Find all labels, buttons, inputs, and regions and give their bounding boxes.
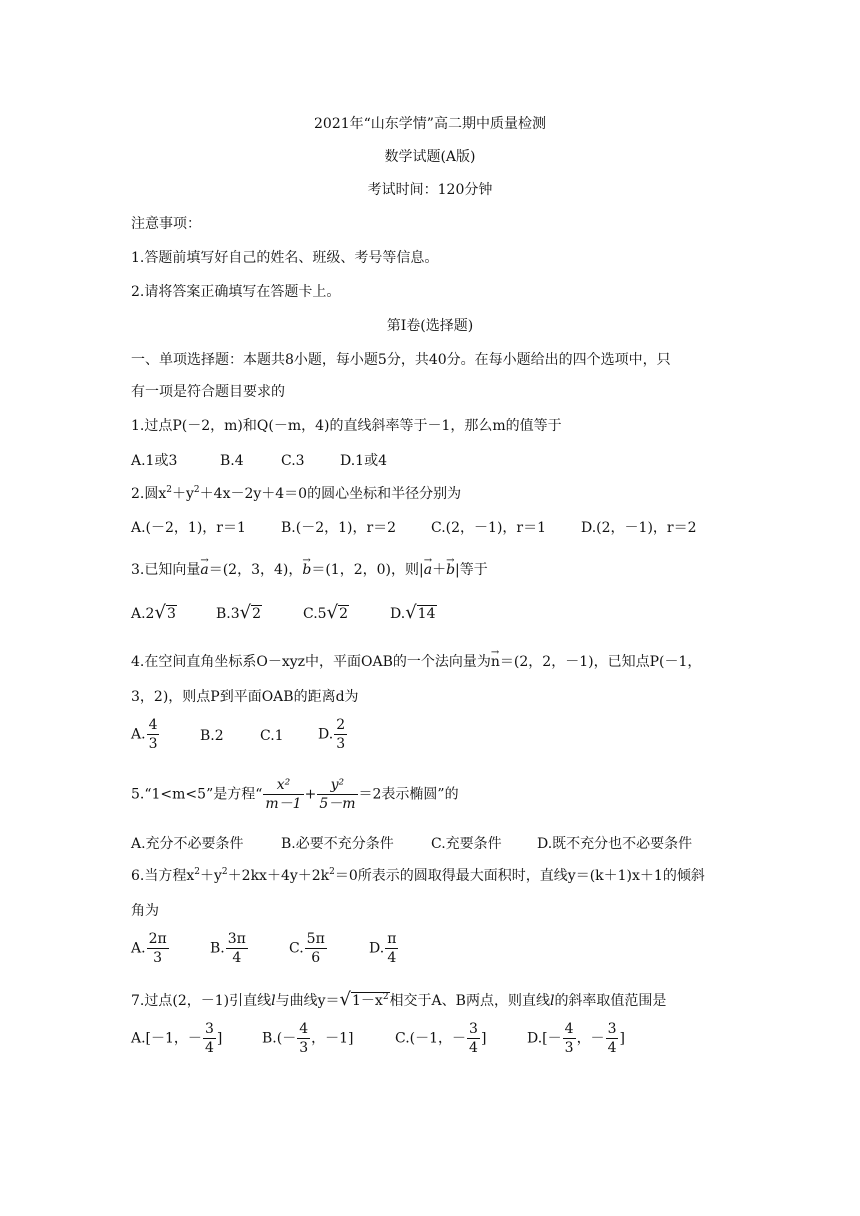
option-text: B.(－ — [262, 1030, 297, 1047]
fraction — [263, 776, 303, 813]
notes-heading: 注意事项： — [131, 216, 201, 232]
q2-exponent: 2 — [193, 485, 200, 495]
q3-text: ＝(1，2，0)，则| — [311, 562, 424, 578]
exam-subtitle: 数学试题(A版) — [384, 149, 476, 165]
numerator: π — [387, 931, 397, 947]
question-3-option-c — [303, 603, 349, 624]
question-4-option-d — [318, 716, 348, 753]
denominator: 3 — [148, 736, 158, 752]
denominator: 3 — [299, 1040, 309, 1056]
question-3-option-b — [216, 603, 262, 624]
fraction — [467, 1020, 480, 1057]
radicand: 14 — [417, 606, 436, 622]
vector-b: → b — [446, 560, 455, 580]
option-label: B.3 — [216, 606, 240, 622]
question-2-option-d: D.(2，－1)，r＝2 — [581, 520, 697, 536]
fraction — [203, 1020, 216, 1057]
fraction — [606, 1020, 619, 1057]
q6-text: ＝0所表示的圆取得最大面积时，直线y＝(k＋1)x＋1的倾斜 — [334, 868, 705, 884]
option-text: ，－1] — [311, 1030, 354, 1047]
fraction — [305, 930, 327, 967]
sqrt: √3 — [154, 602, 176, 623]
fraction — [297, 1020, 310, 1057]
question-6-stem-cont: 角为 — [131, 903, 159, 919]
denominator: 4 — [387, 950, 397, 966]
denominator: 3 — [564, 1040, 574, 1056]
question-6-option-a — [131, 930, 170, 967]
radicand — [351, 992, 390, 1009]
question-5-option-c: C.充要条件 — [431, 836, 502, 852]
fraction — [385, 930, 398, 967]
numerator: 5π — [306, 931, 325, 947]
question-6-option-c — [289, 930, 328, 967]
exam-time: 考试时间：120分钟 — [367, 182, 493, 198]
section-title: 第I卷(选择题) — [386, 318, 474, 334]
q2-text: 2.圆x — [131, 486, 167, 502]
sqrt: √14 — [405, 602, 436, 623]
question-1-stem: 1.过点P(－2，m)和Q(－m，4)的直线斜率等于－1，那么m的值等于 — [131, 418, 562, 434]
question-7-option-a — [131, 1020, 222, 1057]
option-text: ，－ — [576, 1030, 605, 1047]
radicand-text: 1－x — [352, 993, 383, 1009]
question-1-option-c: C.3 — [281, 453, 305, 469]
option-label: D. — [318, 726, 334, 743]
fraction — [334, 716, 347, 753]
vector-b: → b — [302, 560, 311, 580]
radicand: 2 — [339, 606, 348, 622]
option-label: A.2 — [131, 606, 155, 622]
option-label: C. — [289, 940, 304, 957]
q3-text: ＝(2，3，4)， — [208, 562, 303, 578]
fraction — [563, 1020, 576, 1057]
numerator: 3π — [227, 931, 246, 947]
option-text: A.[－1，－ — [131, 1030, 202, 1047]
option-label: C.5 — [303, 606, 327, 622]
question-1-option-a: A.1或3 — [131, 453, 178, 469]
q7-text: 7.过点(2，－1)引直线 — [131, 993, 272, 1009]
question-4-stem — [131, 652, 701, 672]
option-text: ] — [619, 1030, 625, 1047]
question-2-option-c: C.(2，－1)，r＝1 — [431, 520, 547, 536]
q6-text: ＋2kx＋4y＋2k — [227, 868, 330, 884]
question-5-option-b: B.必要不充分条件 — [281, 836, 394, 852]
option-text: D.[－ — [527, 1030, 562, 1047]
exponent: 2 — [382, 992, 389, 1002]
denominator: 4 — [232, 950, 242, 966]
fraction — [147, 716, 160, 753]
question-3-option-d — [390, 603, 437, 624]
question-4-option-b: B.2 — [200, 728, 224, 744]
numerator: 2 — [336, 717, 346, 733]
question-3-stem — [131, 560, 488, 580]
q2-text: ＋4x－2y＋4＝0的圆心坐标和半径分别为 — [199, 486, 462, 502]
sqrt: √2 — [239, 602, 262, 623]
line-l: l — [271, 993, 276, 1009]
fraction — [317, 776, 357, 813]
numerator: y² — [317, 776, 357, 795]
numerator: 4 — [564, 1021, 574, 1037]
numerator: 3 — [607, 1021, 617, 1037]
denominator: 4 — [607, 1040, 617, 1056]
q4-text: ＝(2，2，－1)，已知点P(－1， — [499, 654, 702, 670]
numerator: 4 — [299, 1021, 309, 1037]
question-4-stem-cont: 3，2)，则点P到平面OAB的距离d为 — [131, 689, 359, 705]
question-4-option-a — [131, 716, 160, 753]
question-6-option-d — [369, 930, 399, 967]
q5-text: + — [304, 786, 317, 803]
radicand: 3 — [166, 606, 176, 622]
question-6-stem — [131, 866, 705, 886]
q2-text: ＋y — [172, 486, 194, 502]
option-label: B. — [210, 940, 225, 957]
denominator: 3 — [336, 736, 346, 752]
question-2-option-b: B.(－2，1)，r＝2 — [281, 520, 397, 536]
section-instruction: 一、单项选择题：本题共8小题，每小题5分，共40分。在每小题给出的四个选项中，只 — [131, 352, 671, 368]
notes-item: 2.请将答案正确填写在答题卡上。 — [131, 284, 341, 300]
q7-text: 与曲线y＝ — [275, 993, 340, 1009]
numerator: 4 — [148, 717, 158, 733]
question-5-option-d: D.既不充分也不必要条件 — [537, 836, 693, 852]
fraction — [226, 930, 248, 967]
option-label: A. — [131, 940, 146, 957]
numerator: 2π — [148, 931, 167, 947]
question-5-option-a: A.充分不必要条件 — [131, 836, 244, 852]
question-2-option-a: A.(－2，1)，r＝1 — [131, 520, 246, 536]
numerator: 3 — [469, 1021, 478, 1037]
option-label: A. — [131, 726, 146, 743]
question-5-stem — [131, 776, 459, 813]
q3-text: |等于 — [455, 562, 488, 578]
q2-exponent: 2 — [166, 485, 172, 495]
question-6-option-b — [210, 930, 249, 967]
numerator: 3 — [204, 1021, 214, 1037]
q6-text: 6.当方程x — [131, 868, 195, 884]
numerator: x² — [263, 776, 303, 795]
q6-exponent: 2 — [329, 867, 335, 877]
question-1-option-d: D.1或4 — [340, 453, 387, 469]
line-l: l — [549, 993, 555, 1009]
option-text: C.(－1，－ — [395, 1030, 467, 1047]
q4-text: 4.在空间直角坐标系O－xyz中，平面OAB的一个法向量为 — [131, 654, 491, 670]
denominator: m－1 — [265, 796, 302, 812]
q5-text: 5.“1<m<5”是方程“ — [131, 786, 263, 803]
question-4-option-c: C.1 — [260, 728, 284, 744]
q7-text: 的斜率取值范围是 — [554, 993, 667, 1009]
denominator: 5－m — [319, 796, 356, 812]
option-text: ] — [216, 1030, 223, 1047]
denominator: 3 — [153, 950, 163, 966]
question-3-option-a — [131, 603, 177, 624]
q6-exponent: 2 — [194, 867, 200, 877]
question-1-option-b: B.4 — [220, 453, 244, 469]
exam-title: 2021年“山东学情”高二期中质量检测 — [314, 116, 546, 132]
q7-text: 相交于A、B两点，则直线 — [389, 993, 550, 1009]
denominator: 6 — [311, 950, 321, 966]
radicand: 2 — [252, 606, 262, 622]
option-label: D. — [390, 606, 406, 622]
normal-vector-n: → n — [491, 652, 500, 672]
option-text: ] — [480, 1030, 487, 1047]
question-7-option-b — [262, 1020, 354, 1057]
q5-text: ＝2表示椭圆”的 — [358, 786, 459, 803]
question-7-option-d — [527, 1020, 625, 1057]
q6-text: ＋y — [200, 868, 222, 884]
vector-a: → a — [200, 560, 208, 580]
denominator: 4 — [204, 1040, 214, 1056]
denominator: 4 — [469, 1040, 478, 1056]
option-label: D. — [369, 940, 385, 957]
vector-a: → a — [424, 560, 432, 580]
question-2-stem — [131, 484, 461, 504]
sqrt: √2 — [326, 602, 348, 623]
notes-item: 1.答题前填写好自己的姓名、班级、考号等信息。 — [131, 250, 439, 266]
sqrt: $√1-x^2$ — [339, 989, 389, 1010]
q3-text: 3.已知向量 — [131, 562, 201, 578]
q3-text: ＋ — [432, 562, 447, 578]
fraction — [147, 930, 169, 967]
q6-exponent: 2 — [221, 867, 228, 877]
question-7-option-c — [395, 1020, 486, 1057]
section-instruction: 有一项是符合题目要求的 — [131, 384, 285, 400]
question-7-stem — [131, 990, 666, 1011]
